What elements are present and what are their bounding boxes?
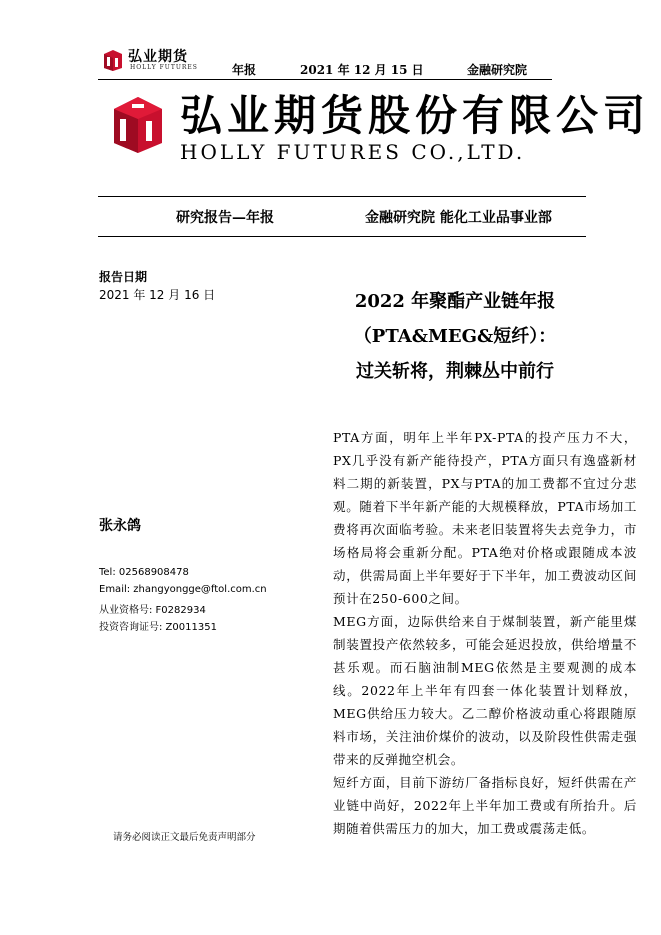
small-logo-icon	[102, 48, 124, 72]
summary-staple-fiber: 短纤方面，目前下游纺厂备指标良好，短纤供需在产业链中尚好，2022年上半年加工费或有所抬升。后期随着供需压力的加大，加工费或震荡走低。	[333, 775, 637, 836]
company-name-en: HOLLY FUTURES CO.,LTD.	[180, 140, 526, 164]
report-category: 研究报告—年报	[176, 210, 274, 226]
header-dept: 金融研究院	[467, 63, 528, 77]
disclaimer-note: 请务必阅读正文最后免责声明部分	[113, 832, 256, 843]
header-date: 2021 年 12 月 15 日	[300, 63, 424, 77]
summary-pta: PTA方面，明年上半年PX-PTA的投产压力不大，PX几乎没有新产能待投产，PTA方面只有逸盛新材料二期的新装置，PX与PTA的加工费都不宜过分悲观。随着下半年新产能的大规模释放，PTA市场加工费将再次面临考验。未来老旧装置将失去竞争力，市场格局将会重新分配。PTA绝对价格或跟随成本波动，供需局面上半年要好于下半年，加工费波动区间预计在250-600之间。	[333, 430, 637, 606]
company-name-cn: 弘业期货股份有限公司	[180, 91, 651, 140]
author-name: 张永鸽	[99, 518, 141, 534]
small-logo-text-en: HOLLY FUTURES	[130, 64, 198, 71]
author-advisor-license: 投资咨询证号: Z0011351	[99, 622, 217, 633]
small-logo-text-cn: 弘业期货	[128, 49, 188, 65]
report-title-line3: 过关斩将，荆棘丛中前行	[356, 361, 554, 382]
subheader-bottom-rule	[98, 236, 586, 237]
report-title-line2: （PTA&MEG&短纤）：	[353, 326, 557, 347]
summary-body	[333, 426, 637, 840]
subheader-top-rule	[98, 196, 586, 197]
author-tel: Tel: 02568908478	[99, 567, 189, 578]
report-type: 年报	[232, 63, 257, 77]
department: 金融研究院 能化工业品事业部	[365, 210, 552, 226]
author-license: 从业资格号: F0282934	[99, 605, 206, 616]
report-date: 2021 年 12 月 16 日	[99, 288, 216, 302]
company-logo-icon	[112, 95, 164, 155]
author-email[interactable]: Email: zhangyongge@ftol.com.cn	[99, 584, 267, 595]
header-divider	[98, 79, 552, 80]
report-date-label: 报告日期	[99, 270, 148, 284]
summary-meg: MEG方面，边际供给来自于煤制装置，新产能里煤制装置投产依然较多，可能会延迟投放，供给增量不甚乐观。而石脑油制MEG依然是主要观测的成本线。2022年上半年有四套一体化装置计划释放，MEG供给压力较大。乙二醇价格波动重心将跟随原料市场，关注油价煤价的波动，以及阶段性供需走强带来的反弹抛空机会。	[333, 614, 637, 767]
report-title-line1: 2022 年聚酯产业链年报	[354, 291, 556, 312]
